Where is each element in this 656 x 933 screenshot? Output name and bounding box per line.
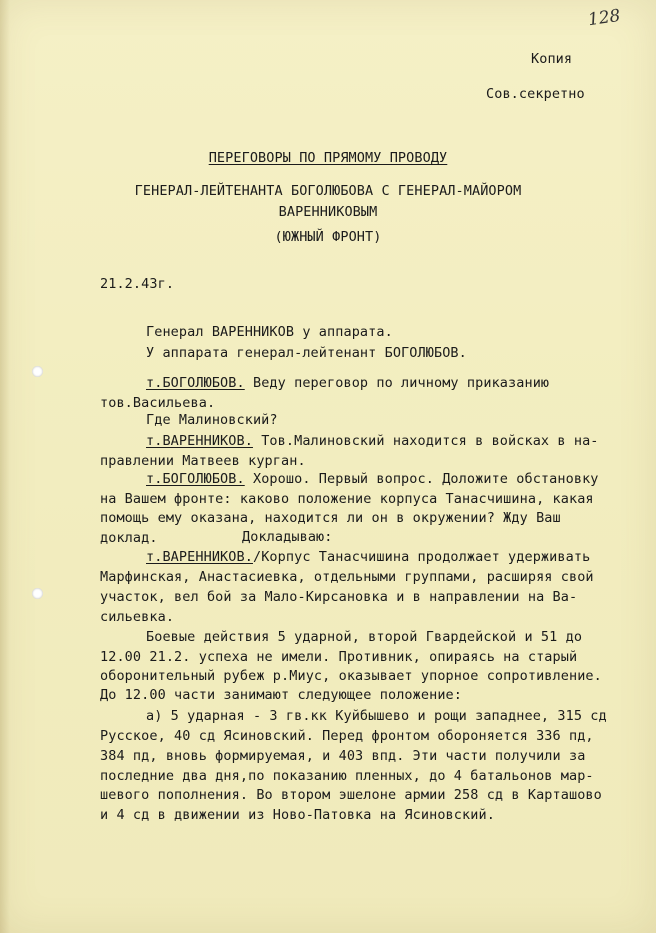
body-line — [146, 435, 599, 449]
speaker-text: /Корпус Танасчишина продолжает удерживать — [252, 549, 591, 565]
handwritten-page-number: 128 — [586, 5, 622, 31]
speaker-name: т.БОГОЛЮБОВ. — [146, 375, 245, 391]
body-line: последние два дня,по показанию пленных, до 4 батальонов мар- — [100, 768, 594, 784]
document-subtitle-line2: ВАРЕННИКОВЫМ — [278, 204, 378, 220]
body-line: оборонительный рубеж р.Миус, оказывает упорное сопротивление. — [100, 668, 602, 684]
page-edge-shadow — [0, 0, 10, 933]
punch-hole — [32, 588, 43, 599]
body-line — [146, 473, 599, 487]
copy-label: Копия — [531, 51, 573, 67]
body-line: У аппарата генерал-лейтенант БОГОЛЮБОВ. — [146, 345, 467, 361]
body-line: помощь ему оказана, находится ли он в окружении? Жду Ваш — [100, 510, 561, 526]
body-line: Марфинская, Анастасиевка, отдельными группами, расширяя свой — [100, 569, 594, 585]
document-title: ПЕРЕГОВОРЫ ПО ПРЯМОМУ ПРОВОДУ — [208, 150, 448, 166]
punch-hole — [32, 366, 43, 377]
body-line: До 12.00 части занимают следующее положение: — [100, 687, 463, 703]
speaker-text: Тов.Малиновский находится в войсках в на- — [252, 433, 599, 449]
body-line — [146, 551, 590, 565]
speaker-text: Хорошо. Первый вопрос. Доложите обстановку — [244, 471, 599, 487]
body-line: Боевые действия 5 ударной, второй Гвардейской и 51 до — [146, 629, 583, 645]
speaker-name: т.ВАРЕННИКОВ. — [146, 549, 253, 565]
body-line: Докладываю: — [242, 529, 333, 545]
body-line: Русское, 40 сд Ясиновский. Перед фронтом обороняется 336 пд, — [100, 728, 594, 744]
body-line: на Вашем фронте: каково положение корпуса Танасчишина, какая — [100, 491, 594, 507]
body-line: Где Малиновский? — [146, 412, 278, 428]
speaker-text: Веду переговор по личному приказанию — [244, 375, 550, 391]
document-date: 21.2.43г. — [100, 276, 175, 292]
body-line: участок, вел бой за Мало-Кирсановка и в направлении на Ва- — [100, 589, 578, 605]
speaker-name: т.БОГОЛЮБОВ. — [146, 471, 245, 487]
body-line: правлении Матвеев курган. — [100, 453, 306, 469]
body-line: 384 пд, вновь формируемая, и 403 впд. Эти части получили за — [100, 748, 586, 764]
body-line: 12.00 21.2. успеха не имели. Противник, опираясь на старый — [100, 649, 578, 665]
front-name: (ЮЖНЫЙ ФРОНТ) — [274, 229, 382, 245]
body-line: шевого пополнения. Во втором эшелоне армии 258 сд в Карташово — [100, 787, 602, 803]
body-line — [146, 377, 549, 391]
body-line: а) 5 ударная - 3 гв.кк Куйбышево и рощи западнее, 315 сд — [146, 708, 607, 724]
body-line: сильевка. — [100, 609, 175, 625]
body-line: Генерал ВАРЕННИКОВ у аппарата. — [146, 324, 393, 340]
document-subtitle-line1: ГЕНЕРАЛ-ЛЕЙТЕНАНТА БОГОЛЮБОВА С ГЕНЕРАЛ-МАЙОРОМ — [134, 183, 522, 199]
body-line: тов.Васильева. — [100, 395, 216, 411]
body-line: и 4 сд в движении из Ново-Патовка на Ясиновский. — [100, 807, 495, 823]
speaker-name: т.ВАРЕННИКОВ. — [146, 433, 253, 449]
body-line: доклад. — [100, 530, 158, 546]
classification-stamp: Сов.секретно — [486, 86, 585, 102]
